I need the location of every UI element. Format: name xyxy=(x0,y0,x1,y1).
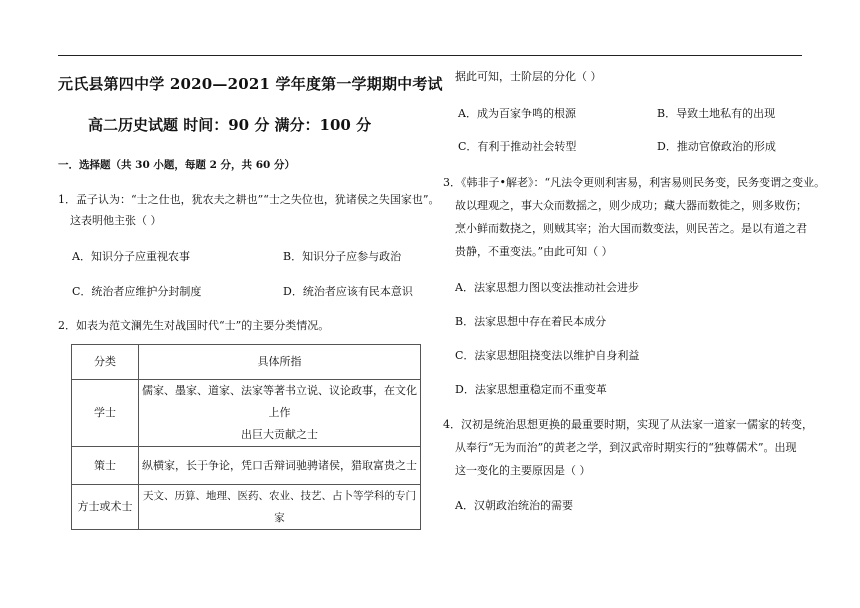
table-row xyxy=(72,380,421,447)
q3-option-a[interactable]: A．法家思想力图以变法推动社会进步 xyxy=(455,281,639,294)
table-header-row xyxy=(72,345,421,380)
q1-option-b[interactable]: B．知识分子应参与政治 xyxy=(283,250,402,263)
q3-stem-line4: 贵静，不重变法。”由此可知（ ） xyxy=(455,245,613,258)
q2-stem: 2．如表为范文澜先生对战国时代“士”的主要分类情况。 xyxy=(58,319,330,332)
exam-title: 元氏县第四中学 2020—2021 学年度第一学期期中考试 xyxy=(58,75,443,93)
table-cell-desc xyxy=(139,380,421,447)
q1-option-a[interactable]: A．知识分子应重视农事 xyxy=(72,250,190,263)
table-cell-type: 策士 xyxy=(72,447,139,485)
section-heading: 一．选择题（共 30 小题，每题 2 分，共 60 分） xyxy=(58,159,295,171)
table-cell-desc: 天文、历算、地理、医药、农业、技艺、占卜等学科的专门家 xyxy=(139,485,421,530)
q1-option-c[interactable]: C．统治者应维护分封制度 xyxy=(72,285,202,298)
q3-option-b[interactable]: B．法家思想中存在着民本成分 xyxy=(455,315,607,328)
q1-stem-line1: 1．孟子认为：“士之仕也，犹农夫之耕也”“士之失位也，犹诸侯之失国家也”。 xyxy=(58,193,440,206)
q4-stem-line3: 这一变化的主要原因是（ ） xyxy=(455,464,591,477)
q3-stem-line2: 故以理观之，事大众而数摇之，则少成功；藏大器而数徙之，则多败伤； xyxy=(455,199,807,212)
q2-option-a[interactable]: A．成为百家争鸣的根源 xyxy=(458,107,576,120)
table-cell-type: 方士或术士 xyxy=(72,485,139,530)
header-rule xyxy=(58,55,802,56)
q3-stem-line1: 3．《韩非子•解老》：“凡法令更则利害易，利害易则民务变，民务变谓之变业。 xyxy=(443,176,826,189)
q4-stem-line2: 从奉行“无为而治”的黄老之学，到汉武帝时期实行的“独尊儒术”。出现 xyxy=(455,441,797,454)
table-header-cell: 分类 xyxy=(72,345,139,380)
table-cell-desc-line: 儒家、墨家、道家、法家等著书立说、议论政事，在文化上作 xyxy=(142,384,417,419)
table-row xyxy=(72,485,421,530)
scholar-classification-table xyxy=(71,344,421,530)
table-header-cell: 具体所指 xyxy=(139,345,421,380)
q4-option-a[interactable]: A．汉朝政治统治的需要 xyxy=(455,499,573,512)
exam-subtitle: 高二历史试题 时间：90 分 满分：100 分 xyxy=(88,116,372,134)
q2-option-b[interactable]: B．导致土地私有的出现 xyxy=(657,107,776,120)
q4-stem-line1: 4．汉初是统治思想更换的最重要时期，实现了从法家一道家一儒家的转变， xyxy=(443,418,813,431)
q2-continuation: 据此可知，士阶层的分化（ ） xyxy=(455,70,602,83)
table-cell-desc: 纵横家，长于争论，凭口舌辩词驰骋诸侯，猎取富贵之士 xyxy=(139,447,421,485)
table-cell-type: 学士 xyxy=(72,380,139,447)
q3-stem-line3: 烹小鲜而数挠之，则贼其宰；治大国而数变法，则民苦之。是以有道之君 xyxy=(455,222,807,235)
q2-option-d[interactable]: D．推动官僚政治的形成 xyxy=(657,140,776,153)
q1-option-d[interactable]: D．统治者应该有民本意识 xyxy=(283,285,413,298)
q3-option-c[interactable]: C．法家思想阻挠变法以维护自身利益 xyxy=(455,349,640,362)
table-row xyxy=(72,447,421,485)
q1-stem-line2: 这表明他主张（ ） xyxy=(70,214,162,227)
q2-option-c[interactable]: C．有利于推动社会转型 xyxy=(458,140,577,153)
q3-option-d[interactable]: D．法家思想重稳定而不重变革 xyxy=(455,383,607,396)
table-cell-desc-line: 出巨大贡献之士 xyxy=(241,428,318,441)
